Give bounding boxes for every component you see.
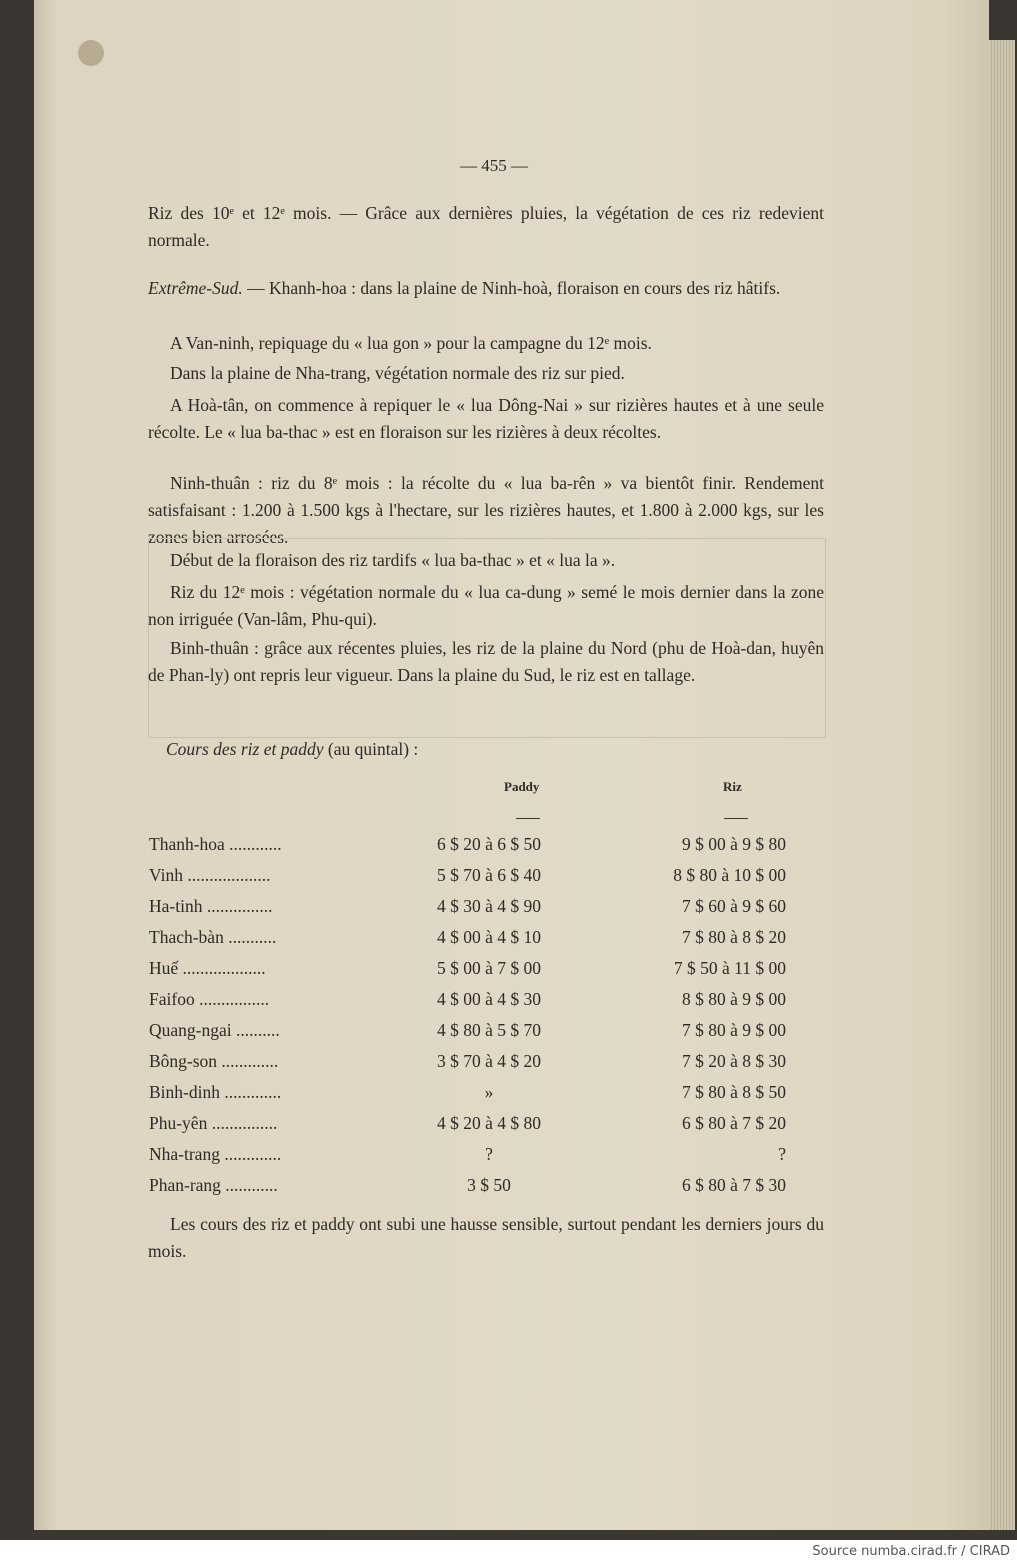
table-row: [34, 1175, 989, 1206]
paddy-price-cell: 3 $ 70 à 4 $ 20: [436, 1051, 542, 1071]
table-row: [34, 958, 989, 989]
riz-price-cell: 7 $ 80 à 8 $ 50: [681, 1082, 786, 1102]
riz-price-cell: 6 $ 80 à 7 $ 20: [681, 1113, 786, 1133]
place-cell: Nha-trang .............: [149, 1144, 282, 1164]
column-header-riz: Riz: [723, 779, 742, 794]
header-rule: [724, 818, 748, 819]
riz-price-cell: 7 $ 80 à 8 $ 20: [681, 927, 786, 947]
place-cell: Vinh ...................: [149, 865, 271, 885]
table-row: [34, 1113, 989, 1144]
table-row: [34, 865, 989, 896]
riz-price-cell: 7 $ 20 à 8 $ 30: [681, 1051, 786, 1071]
paragraph: Binh-thuân : grâce aux récentes pluies, les riz de la plaine du Nord (phu de Hoà-dan, huyên de Phan-ly) ont repris leur vigueur. Dans la plaine du Sud, le riz est en tallage.: [148, 638, 824, 685]
paragraph-extreme-sud: [148, 275, 824, 302]
riz-price-cell: 8 $ 80 à 10 $ 00: [673, 865, 786, 885]
paddy-price-cell: 4 $ 30 à 4 $ 90: [436, 896, 542, 916]
table-row: [34, 896, 989, 927]
place-cell: Huế ...................: [149, 958, 266, 978]
paragraph: Riz des 10ᵉ et 12ᵉ mois. — Grâce aux dernières pluies, la végétation de ces riz redevient normale.: [148, 203, 824, 250]
paddy-price-cell: 3 $ 50: [467, 1175, 511, 1195]
riz-price-cell: 7 $ 60 à 9 $ 60: [681, 896, 786, 916]
paddy-price-cell: 6 $ 20 à 6 $ 50: [436, 834, 542, 854]
paragraph: Ninh-thuân : riz du 8ᵉ mois : la récolte du « lua ba-rên » va bientôt finir. Rendement satisfaisant : 1.200 à 1.500 kgs à l'hectare, sur les rizières hautes, et 1.800 à 2.000 kgs, sur les zones bien arrosées.: [148, 473, 824, 547]
document-page: [34, 0, 989, 1530]
place-cell: Thanh-hoa ............: [149, 834, 282, 854]
table-caption-rest: (au quintal) :: [323, 739, 419, 759]
page-stack-edge: [989, 40, 1015, 1530]
place-cell: Thach-bàn ...........: [149, 927, 277, 947]
section-lead: Extrême-Sud.: [148, 278, 243, 298]
table-row: [34, 1082, 989, 1113]
riz-price-cell: 8 $ 80 à 9 $ 00: [681, 989, 786, 1009]
table-row: [34, 1020, 989, 1051]
riz-price-cell: ?: [778, 1144, 786, 1164]
riz-price-cell: 7 $ 50 à 11 $ 00: [673, 958, 786, 978]
riz-price-cell: 6 $ 80 à 7 $ 30: [681, 1175, 786, 1195]
place-cell: Quang-ngai ..........: [149, 1020, 280, 1040]
place-cell: Faifoo ................: [149, 989, 270, 1009]
paragraph-text: — Khanh-hoa : dans la plaine de Ninh-hoà, floraison en cours des riz hâtifs.: [242, 278, 781, 298]
table-row: [34, 834, 989, 865]
header-rule: [516, 818, 540, 819]
paddy-price-cell: 5 $ 00 à 7 $ 00: [436, 958, 542, 978]
place-cell: Phu-yên ...............: [149, 1113, 278, 1133]
source-credit: Source numba.cirad.fr / CIRAD: [812, 1544, 1010, 1559]
punch-hole-mark: [78, 40, 104, 66]
paragraph: Début de la floraison des riz tardifs « lua ba-thac » et « lua la ».: [170, 550, 616, 570]
paddy-price-cell: 4 $ 00 à 4 $ 10: [436, 927, 542, 947]
riz-price-cell: 7 $ 80 à 9 $ 00: [681, 1020, 786, 1040]
table-caption-italic: Cours des riz et paddy: [166, 739, 324, 759]
page-number-value: 455: [481, 156, 507, 175]
place-cell: Ha-tinh ...............: [149, 896, 273, 916]
place-cell: Binh-dinh .............: [149, 1082, 282, 1102]
paragraph: A Van-ninh, repiquage du « lua gon » pour la campagne du 12ᵉ mois.: [170, 333, 652, 353]
paddy-price-cell: 4 $ 80 à 5 $ 70: [436, 1020, 542, 1040]
paddy-price-cell: 4 $ 00 à 4 $ 30: [436, 989, 542, 1009]
column-header-paddy: Paddy: [504, 779, 540, 794]
table-row: [34, 1051, 989, 1082]
table-row: [34, 1144, 989, 1175]
paragraph: Riz du 12ᵉ mois : végétation normale du « lua ca-dung » semé le mois dernier dans la zone non irriguée (Van-lâm, Phu-qui).: [148, 582, 824, 629]
riz-price-cell: 9 $ 00 à 9 $ 80: [681, 834, 786, 854]
paddy-price-cell: 5 $ 70 à 6 $ 40: [436, 865, 542, 885]
place-cell: Phan-rang ............: [149, 1175, 278, 1195]
paddy-price-cell: ?: [485, 1144, 493, 1164]
table-row: [34, 927, 989, 958]
table-row: [34, 989, 989, 1020]
closing-paragraph: Les cours des riz et paddy ont subi une hausse sensible, surtout pendant les derniers jours du mois.: [148, 1214, 824, 1261]
paddy-price-cell: »: [484, 1082, 494, 1102]
page-number: — 455 —: [460, 156, 528, 175]
paragraph: A Hoà-tân, on commence à repiquer le « lua Dông-Nai » sur rizières hautes et à une seule récolte. Le « lua ba-thac » est en floraison sur les rizières à deux récoltes.: [148, 395, 824, 442]
table-caption: [148, 736, 824, 763]
paddy-price-cell: 4 $ 20 à 4 $ 80: [436, 1113, 542, 1133]
paragraph: Dans la plaine de Nha-trang, végétation normale des riz sur pied.: [170, 363, 625, 383]
place-cell: Bông-son .............: [149, 1051, 279, 1071]
